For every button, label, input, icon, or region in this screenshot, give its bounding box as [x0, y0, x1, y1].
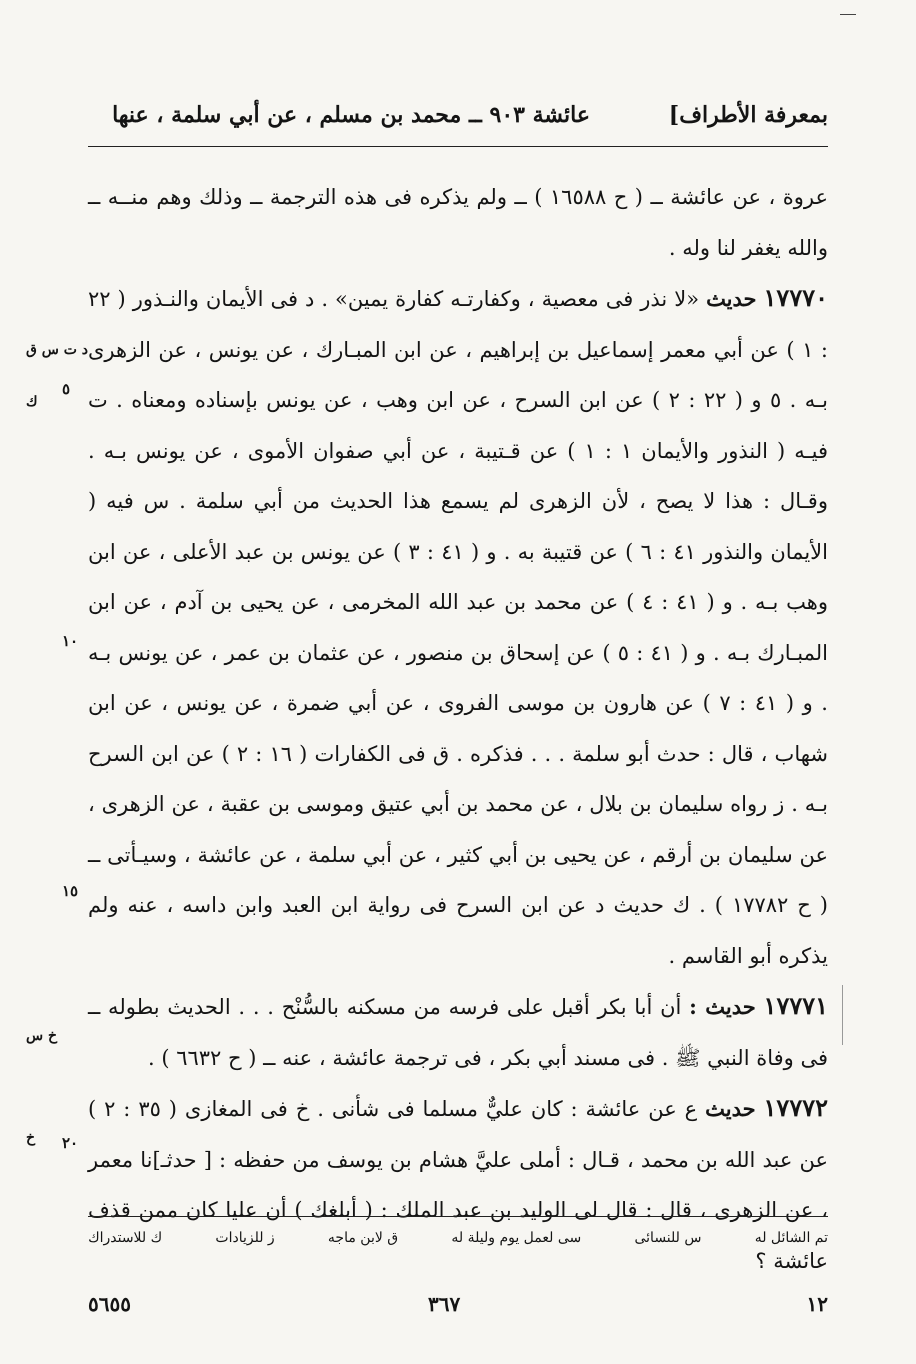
page-number: ٣٦٧: [428, 1292, 461, 1316]
line-number: ٢٠: [62, 1134, 79, 1152]
margin-mark: [842, 985, 843, 1045]
line-number: ١٥: [62, 882, 79, 900]
abbreviation-item: سى لعمل يوم وليلة له: [451, 1230, 582, 1246]
abbreviation-item: ق لابن ماجه: [327, 1230, 399, 1246]
abbreviation-item: تم الشائل له: [754, 1230, 828, 1246]
source-symbols-secondary: ك: [26, 394, 38, 410]
abbreviations-legend: [88, 1230, 828, 1246]
paragraph-text: عروة ، عن عائشة ــ ( ح ١٦٥٨٨ ) ــ ولم يذكره فى هذه الترجمة ــ وذلك وهم منــه ــ والله يغفر لنا وله .: [88, 185, 828, 260]
source-symbols: د ت س ق: [26, 342, 88, 358]
hadith-text: أن أبا بكر أقبل على فرسه من مسكنه بالسُّنْح . . . الحديث بطوله ــ فى وفاة النبي ﷺ . فى مسند أبي بكر ، فى ترجمة عائشة ، عنه ــ ( ح ٦٦٣٢ ) .: [88, 995, 828, 1070]
line-number: ١٠: [62, 632, 79, 650]
corner-mark: [840, 14, 856, 15]
hadith-keyword: حديث: [706, 286, 757, 311]
hadith-keyword: حديث :: [689, 994, 756, 1019]
hadith-number: ١٧٧٧٢: [763, 1093, 828, 1122]
hadith-number: ١٧٧٧١: [763, 991, 828, 1020]
line-number: ٥: [62, 380, 71, 398]
abbreviation-item: ك للاستدراك: [88, 1230, 163, 1246]
header-book-title: بمعرفة الأطراف]: [668, 102, 828, 128]
source-symbols: خ س: [26, 1028, 58, 1044]
hadith-keyword: حديث: [705, 1096, 756, 1121]
header-chapter: عائشة ٩٠٣ ــ محمد بن مسلم ، عن أبي سلمة ، عنها: [112, 102, 590, 128]
source-symbols: خ: [26, 1130, 36, 1146]
hadith-text: «لا نذر فى معصية ، وكفارتـه كفارة يمين» . د فى الأيمان والنـذور ( ٢٢ : ١ ) عن أبي معمر إسماعيل بن إبراهيم ، عن ابن المبـارك ، عن يونس ، عن الزهرى بـه . ٥ و ( ٢٢ : ٢ ) عن ابن السرح ، عن ابن وهب ، عن يونس بإسناده ومعناه . ت فيـه ( النذور والأيمان ١ : ١ ) عن قـتيبة ، عن أبي صفوان الأموى ، عن يونس بـه . وقـال : هذا لا يصح ، لأن الزهرى لم يسمع هذا الحديث من أبي سلمة . س فيه ( الأيمان والنذور ٤١ : ٦ ) عن قتيبة به . و ( ٤١ : ٣ ) عن يونس بن عبد الأعلى ، عن ابن وهب بـه . و ( ٤١ : ٤ ) عن محمد بن عبد الله المخرمى ، عن يحيى بن آدم ، عن ابن المبـارك بـه . و ( ٤١ : ٥ ) عن إسحاق بن منصور ، عن عثمان بن عمر ، عن يونس بـه . و ( ٤١ : ٧ ) عن هارون بن موسى الفروى ، عن أبي ضمرة ، عن يونس ، عن ابن شهاب ، قال : حدث أبو سلمة . . . فذكره . ق فى الكفارات ( ١٦ : ٢ ) عن ابن السرح بـه . ز رواه سليمان بن بلال ، عن محمد بن أبي عتيق وموسى بن عقبة ، عن الزهرى ، عن سليمان بن أرقم ، عن يحيى بن أبي كثير ، عن أبي سلمة ، عن عائشة ، وسيـأتى ــ ( ح ١٧٧٨٢ ) . ك حديث د عن ابن السرح فى رواية ابن العبد وابن داسه ، عنه ولم يذكره أبو القاسم .: [88, 287, 829, 968]
footer-serial-number: ٥٦٥٥: [88, 1292, 131, 1316]
paragraph-continuation: [88, 172, 828, 273]
volume-number: ١٢: [806, 1292, 828, 1316]
running-header: [88, 98, 828, 138]
abbreviation-item: س للنسائى: [634, 1230, 702, 1246]
footnote-rule: [88, 1216, 828, 1217]
hadith-entry-17771: [26, 981, 828, 1083]
abbreviation-item: ز للزيادات: [215, 1230, 275, 1246]
hadith-text: ع عن عائشة : كان عليٌّ مسلما فى شأنى . خ فى المغازى ( ٣٥ : ٢ ) عن عبد الله بن محمد ، قـال : أملى عليَّ هشام بن يوسف من حفظه : [ حدثـ]نا معمر ، عن الزهرى ، قال : قال لى الوليد بن عبد الملك : ( أبلغك ) أن عليا كان ممن قذف عائشة ؟: [88, 1097, 828, 1273]
header-rule: [88, 146, 828, 147]
hadith-number: ١٧٧٧٠: [763, 283, 828, 312]
page-footer: [88, 1292, 828, 1322]
